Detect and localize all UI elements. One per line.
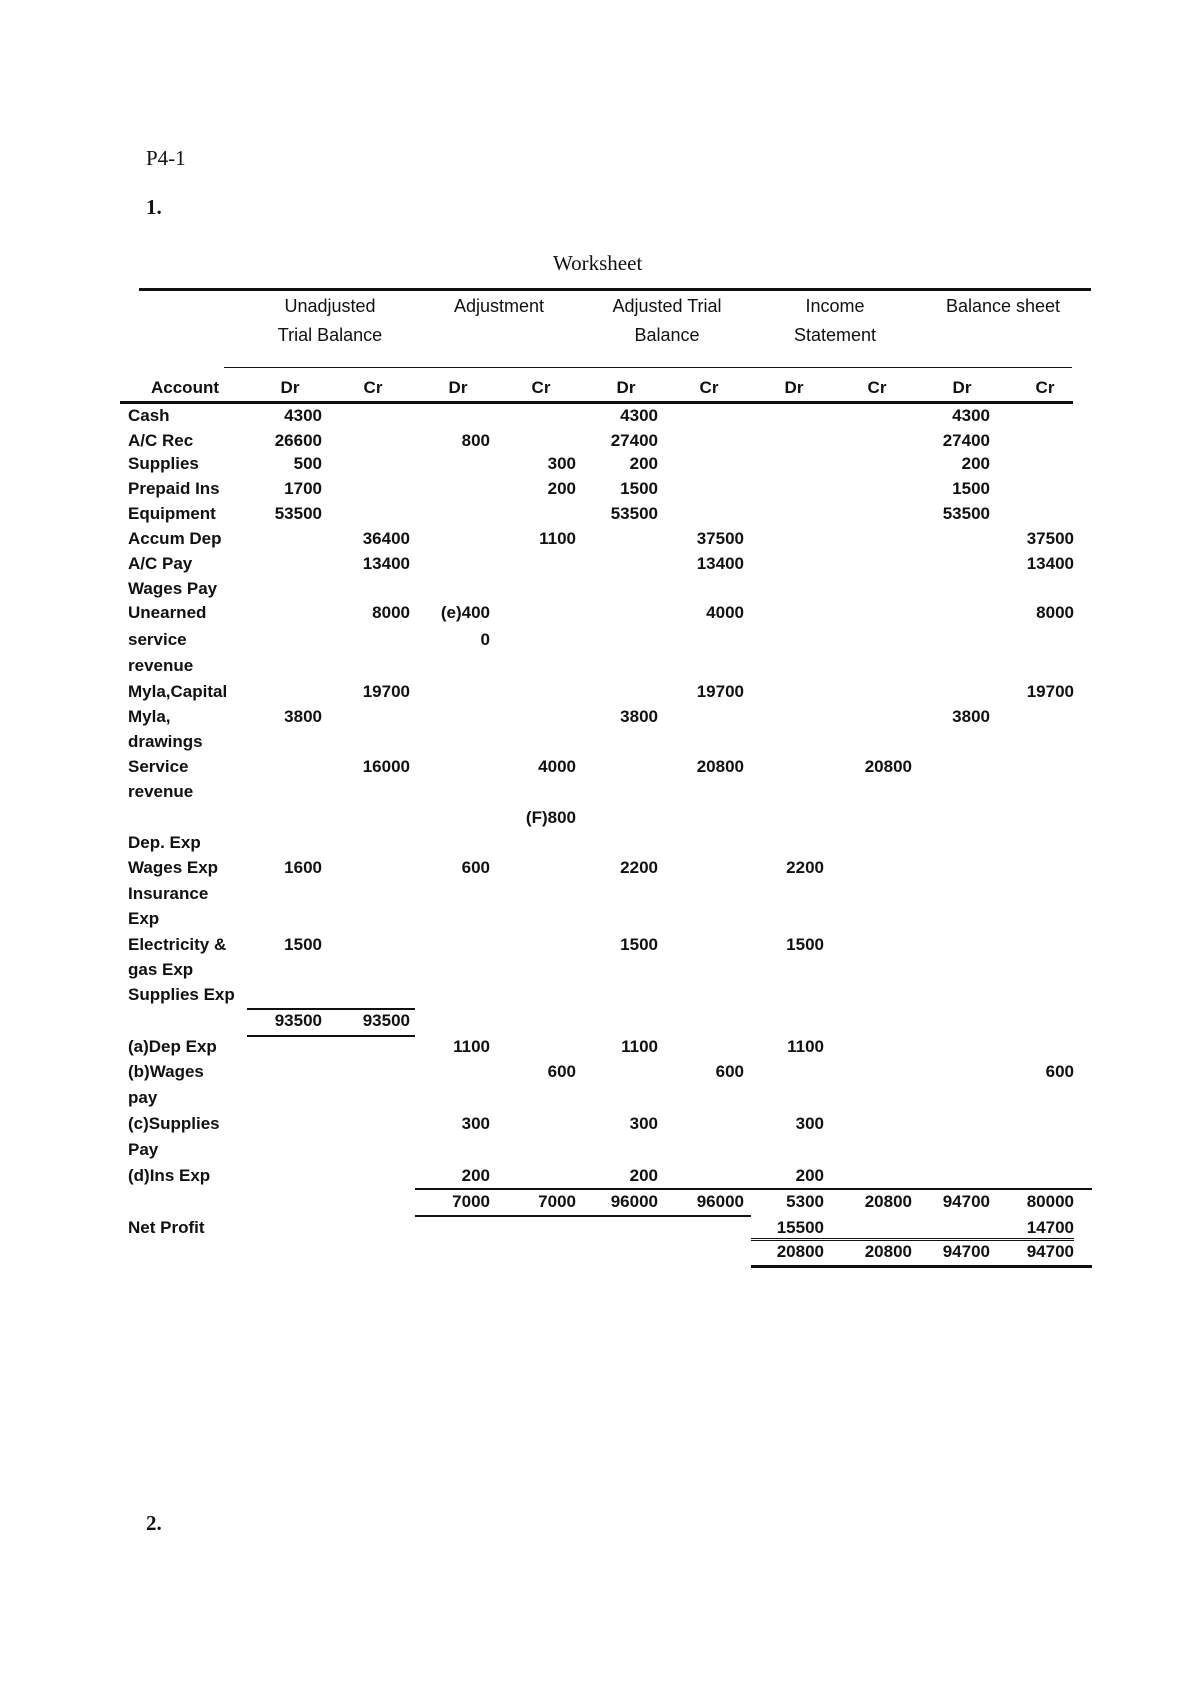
group-header-adjusted-trial <box>583 292 751 350</box>
table-row <box>0 501 1200 526</box>
table-row <box>0 1059 1200 1084</box>
amount-cell: 800 <box>461 431 490 450</box>
amount-cell: 96000 <box>610 1192 658 1211</box>
amount-cell: 1700 <box>284 479 322 498</box>
account-cell: Pay <box>128 1140 159 1159</box>
table-row <box>0 779 1200 804</box>
amount-cell: 300 <box>629 1114 658 1133</box>
group-header-line: Balance sheet <box>945 296 1061 316</box>
amount-cell: 53500 <box>610 504 658 523</box>
amount-cell: 5300 <box>786 1192 824 1211</box>
table-row <box>0 600 1200 625</box>
amount-cell: 93500 <box>274 1011 322 1030</box>
group-header-adjustment <box>415 292 583 321</box>
column-header-dr: Dr <box>616 378 636 397</box>
account-cell: gas Exp <box>128 960 194 979</box>
amount-cell: 4000 <box>538 757 576 776</box>
amount-cell: 7000 <box>452 1192 490 1211</box>
account-cell: Dep. Exp <box>128 833 201 852</box>
table-row <box>0 855 1200 880</box>
amount-cell: 600 <box>461 858 490 877</box>
table-row <box>0 451 1200 476</box>
account-cell: revenue <box>128 656 194 675</box>
amount-cell: 93500 <box>362 1011 410 1030</box>
table-row <box>0 754 1200 779</box>
amount-cell: 20800 <box>696 757 744 776</box>
amount-cell: 13400 <box>696 554 744 573</box>
amount-cell: 80000 <box>1026 1192 1074 1211</box>
table-row <box>0 830 1200 855</box>
table-row <box>0 1008 1200 1033</box>
part-2-label: 2. <box>146 1511 162 1535</box>
amount-cell: 27400 <box>610 431 658 450</box>
table-row <box>0 428 1200 453</box>
amount-cell: 4300 <box>620 406 658 425</box>
account-cell: Supplies <box>128 454 199 473</box>
table-row <box>0 1215 1200 1240</box>
account-cell: Insurance <box>128 884 209 903</box>
amount-cell: 13400 <box>1026 554 1074 573</box>
amount-cell: 20800 <box>864 1242 912 1261</box>
amount-cell: 600 <box>1045 1062 1074 1081</box>
amount-cell: 600 <box>715 1062 744 1081</box>
column-header-cr: Cr <box>1035 378 1055 397</box>
account-cell: Equipment <box>128 504 216 523</box>
table-row <box>0 403 1200 428</box>
trial-balance-total-rule-bottom <box>247 1035 415 1037</box>
account-cell: Accum Dep <box>128 529 222 548</box>
account-cell: Wages Pay <box>128 579 218 598</box>
amount-cell: 53500 <box>942 504 990 523</box>
account-cell: Myla,Capital <box>128 682 228 701</box>
table-row <box>0 805 1200 830</box>
amount-cell: 19700 <box>362 682 410 701</box>
amount-cell: (e)400 <box>440 603 490 622</box>
top-rule <box>139 288 1091 291</box>
amount-cell: 3800 <box>284 707 322 726</box>
column-header-cr: Cr <box>531 378 551 397</box>
account-cell: Supplies Exp <box>128 985 235 1004</box>
column-header-cr: Cr <box>867 378 887 397</box>
account-cell: A/C Pay <box>128 554 193 573</box>
account-cell: A/C Rec <box>128 431 194 450</box>
amount-cell: 1100 <box>539 529 576 548</box>
account-cell: (b)Wages <box>128 1062 204 1081</box>
amount-cell: 27400 <box>942 431 990 450</box>
amount-cell: 0 <box>480 630 490 649</box>
table-row <box>0 704 1200 729</box>
amount-cell: 19700 <box>1026 682 1074 701</box>
table-row <box>0 679 1200 704</box>
column-header-cr: Cr <box>363 378 383 397</box>
amount-cell: 16000 <box>362 757 410 776</box>
table-row <box>0 1137 1200 1162</box>
table-row <box>0 932 1200 957</box>
amount-cell: 200 <box>547 479 576 498</box>
group-header-line: Statement <box>793 325 877 345</box>
account-cell: Exp <box>128 909 160 928</box>
totals-rule-under-adjusted <box>415 1215 751 1217</box>
group-header-line: Adjustment <box>453 296 545 316</box>
table-row <box>0 881 1200 906</box>
table-row <box>0 526 1200 551</box>
account-cell: drawings <box>128 732 203 751</box>
amount-cell: 4000 <box>706 603 744 622</box>
table-row <box>0 653 1200 678</box>
column-header-cr: Cr <box>699 378 719 397</box>
account-cell: pay <box>128 1088 158 1107</box>
amount-cell: 19700 <box>696 682 744 701</box>
account-cell: Cash <box>128 406 170 425</box>
amount-cell: 200 <box>629 1166 658 1185</box>
group-header-line: Adjusted Trial <box>612 296 722 316</box>
account-cell: (a)Dep Exp <box>128 1037 217 1056</box>
amount-cell: 1100 <box>787 1037 824 1056</box>
amount-cell: 8000 <box>372 603 410 622</box>
column-header-dr: Dr <box>784 378 804 397</box>
amount-cell: 200 <box>629 454 658 473</box>
amount-cell: 600 <box>547 1062 576 1081</box>
table-row <box>0 1034 1200 1059</box>
account-cell: revenue <box>128 782 194 801</box>
column-header-dr: Dr <box>448 378 468 397</box>
amount-cell: 200 <box>961 454 990 473</box>
amount-cell: 500 <box>293 454 322 473</box>
table-row <box>0 906 1200 931</box>
header-rule <box>224 367 1072 368</box>
part-1-label: 1. <box>146 195 162 219</box>
amount-cell: 15500 <box>776 1218 824 1237</box>
final-totals-rule-bottom <box>751 1265 1092 1268</box>
group-header-balance-sheet <box>919 292 1087 321</box>
account-cell: (d)Ins Exp <box>128 1166 211 1185</box>
problem-label: P4-1 <box>146 146 186 170</box>
account-cell: Net Profit <box>128 1218 205 1237</box>
table-row <box>0 729 1200 754</box>
amount-cell: 2200 <box>786 858 824 877</box>
amount-cell: 4300 <box>284 406 322 425</box>
table-row <box>0 551 1200 576</box>
table-row <box>0 1111 1200 1136</box>
table-row <box>0 576 1200 601</box>
table-row <box>0 982 1200 1007</box>
table-row <box>0 476 1200 501</box>
amount-cell: 1600 <box>284 858 322 877</box>
account-cell: Service <box>128 757 189 776</box>
amount-cell: 96000 <box>696 1192 744 1211</box>
amount-cell: 3800 <box>620 707 658 726</box>
amount-cell: 3800 <box>952 707 990 726</box>
table-row <box>0 1239 1200 1264</box>
account-cell: Wages Exp <box>128 858 219 877</box>
amount-cell: 13400 <box>362 554 410 573</box>
amount-cell: 300 <box>461 1114 490 1133</box>
net-profit-rule <box>751 1238 1074 1239</box>
group-header-unadjusted <box>245 292 415 350</box>
amount-cell: 1100 <box>453 1037 490 1056</box>
amount-cell: 300 <box>547 454 576 473</box>
amount-cell: 36400 <box>362 529 410 548</box>
amount-cell: 20800 <box>776 1242 824 1261</box>
group-header-line: Trial Balance <box>277 325 383 345</box>
amount-cell: 37500 <box>696 529 744 548</box>
amount-cell: 300 <box>795 1114 824 1133</box>
column-header-account: Account <box>151 378 219 397</box>
amount-cell: 20800 <box>864 757 912 776</box>
amount-cell: 4300 <box>952 406 990 425</box>
amount-cell: 2200 <box>620 858 658 877</box>
trial-balance-total-rule-top <box>247 1008 415 1010</box>
group-header-line: Balance <box>634 325 700 345</box>
amount-cell: 1100 <box>621 1037 658 1056</box>
group-header-line: Unadjusted <box>284 296 376 316</box>
account-cell: Prepaid Ins <box>128 479 220 498</box>
account-cell: Unearned <box>128 603 207 622</box>
amount-cell: 1500 <box>620 935 658 954</box>
amount-cell: 1500 <box>786 935 824 954</box>
amount-cell: 200 <box>461 1166 490 1185</box>
account-cell: service <box>128 630 187 649</box>
amount-cell: (F)800 <box>525 808 576 827</box>
amount-cell: 94700 <box>942 1192 990 1211</box>
column-header-dr: Dr <box>280 378 300 397</box>
amount-cell: 53500 <box>274 504 322 523</box>
account-cell: Electricity & <box>128 935 227 954</box>
group-header-income-statement <box>751 292 919 350</box>
table-row <box>0 1085 1200 1110</box>
totals-rule-top <box>415 1188 1092 1190</box>
amount-cell: 94700 <box>1026 1242 1074 1261</box>
amount-cell: 26600 <box>274 431 322 450</box>
amount-cell: 1500 <box>284 935 322 954</box>
worksheet-title: Worksheet <box>553 251 643 275</box>
amount-cell: 200 <box>795 1166 824 1185</box>
final-totals-rule-top <box>751 1240 1074 1241</box>
amount-cell: 8000 <box>1036 603 1074 622</box>
account-cell: (c)Supplies <box>128 1114 220 1133</box>
table-row <box>0 1163 1200 1188</box>
table-row <box>0 1189 1200 1214</box>
column-header-dr: Dr <box>952 378 972 397</box>
amount-cell: 14700 <box>1026 1218 1074 1237</box>
table-row <box>0 957 1200 982</box>
account-cell: Myla, <box>128 707 171 726</box>
amount-cell: 94700 <box>942 1242 990 1261</box>
amount-cell: 20800 <box>864 1192 912 1211</box>
amount-cell: 7000 <box>538 1192 576 1211</box>
amount-cell: 37500 <box>1026 529 1074 548</box>
amount-cell: 1500 <box>620 479 658 498</box>
group-header-line: Income <box>805 296 865 316</box>
amount-cell: 1500 <box>952 479 990 498</box>
table-row <box>0 627 1200 652</box>
